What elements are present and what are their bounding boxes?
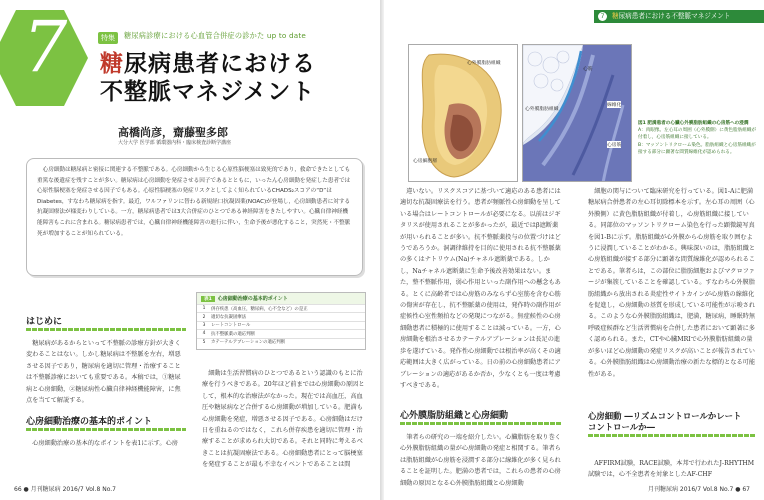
annotation-fibrosis: 線維化 (607, 103, 622, 108)
rhythm-text: AFFIRM試験，RACE試験，本邦で行われたJ-RHYTHM試験では，心不全患者を対象としたAF-CHF (588, 460, 755, 479)
running-head-text: 尿病患者における不整脈マネジメント (618, 12, 731, 20)
intro-text: 糖尿病があるからといって不整脈の診療方針が大きく変わることはない。しかし糖尿病は不整脈を左右，増悪させる因子であり，糖尿病を適切に管理・治療することは不整脈診療においても重要である。本稿では，①糖尿病と心房細動，②糖尿病性心臓自律神経機能障害，に焦点を当てて解説する。 (26, 340, 181, 405)
affiliation: 大分大学 医学部 循環器内科・臨床検査診断学講座 (118, 140, 232, 146)
title-line1: 尿病患者における (124, 50, 316, 77)
caption-a: A：肉眼像。左心耳の周囲（心外膜側）に黄色脂肪組織が付着し，心房筋組織に接している。 (638, 128, 756, 141)
table-1 (196, 292, 366, 350)
table-row-text: 併存疾患（高血圧，糖尿病，心不全など）の是正 (211, 306, 308, 312)
table-row-num: 1 (202, 306, 206, 312)
table-row-num: 3 (202, 322, 206, 328)
running-head (594, 10, 764, 23)
authors: 高橋尚彦，齋藤聖多郎 (118, 126, 228, 139)
annotation-myocardium: 心筋 (583, 67, 593, 72)
left-page (0, 0, 380, 500)
af-text: 心房細動治療の基本的なポイントを表1に示す。心房 (32, 440, 178, 447)
table-tag: 表1 (201, 296, 215, 302)
intro-heading: はじめに (26, 317, 63, 327)
epicardial-heading-rule (400, 422, 562, 425)
figure-caption (638, 120, 758, 156)
histology-drawing (523, 45, 632, 182)
annotation-myocardium-layer: 心房細胞層 (413, 159, 437, 164)
annotation-atrial-muscle: 心房筋 (607, 143, 622, 148)
table-row-text: カテーテルアブレーションの適応判断 (211, 340, 286, 346)
right-col2-text: 細胞の関与について臨床研究を行っている。図1-Aに肥満糖尿病合併患者の左心耳切除標本を示す。左心耳の周囲（心外膜側）に黄色脂肪組織が付着し，心房筋組織に接している。同部位のマッソントリクローム染色を行った顕微鏡写真を図1-Bに示す。脂肪組織が心外膜から心房筋を取り囲むように浸潤していることがわかる。興味深いのは，脂肪組織と心房筋組織が接する部分に顕著な間質線維化が認められることである。筆者らは，この部位に脂肪細胞およびマクロファージが集簇していることを確認している。すなわち心外膜脂肪組織から放出される炎症性サイトカインが心房筋の線維化を促進し，心房細動の基質を形成している可能性が示唆される。このような心外膜脂肪組織は，肥満，糖尿病，睡眠時無呼吸症候群など生活習慣病を合併した患者において顕著に多く認められる。また，CTや心臓MRIで心外膜脂肪組織の量が多いほど心房細動の発症リスクが高いことが報告されている。心外膜脂肪組織は心房細動治療の新たな標的となる可能性がある。 (588, 188, 756, 378)
title-first-char: 糖 (100, 50, 124, 77)
epicardial-heading: 心外膜脂肪組織と心房細動 (400, 411, 509, 421)
left-footer: 66 ● 月刊糖尿病 2016/7 Vol.8 No.7 (14, 486, 116, 493)
table-row (197, 312, 365, 320)
annotation-epicardial-fat-a: 心外膜脂肪組織 (467, 61, 501, 66)
chapter-number: 7 (22, 6, 68, 88)
annotation-epicardial-fat-b: 心外膜脂肪組織 (525, 107, 559, 112)
series-title: 糖尿病診療における心血管合併症の診かた up to date (124, 31, 306, 40)
table-header (197, 293, 365, 304)
title-line2: 不整脈マネジメント (100, 78, 316, 105)
figure-1 (408, 34, 632, 184)
table-row-text: レートコントロール (211, 323, 251, 329)
epicardial-text: 筆者らの研究の一端を紹介したい。心臓脂肪を取り巻く心外膜脂肪組織の量が心房細動の発症と相関する。筆者らは脂肪組織が心房筋を浸潤する部分に線維化が多く見られることを証明した。肥満の患者では，これらの患者の心房細動の原因となる心外膜脂肪組織と心房細動 (400, 434, 561, 487)
right-footer: 月刊糖尿病 2016/7 Vol.8 No.7 ● 67 (648, 486, 750, 493)
article-title (100, 50, 316, 106)
rhythm-heading: 心房細動 ―リズムコントロールかレートコントロールか― (588, 411, 742, 432)
af-heading-rule (26, 428, 186, 431)
table-row (197, 304, 365, 312)
gross-specimen-image (408, 44, 518, 182)
af-heading: 心房細動治療の基本的ポイント (26, 417, 153, 427)
running-head-number: 7 (598, 12, 607, 21)
table-row (197, 338, 365, 346)
table-title: 心房細動治療の基本的ポイント (217, 296, 288, 302)
table-row (197, 329, 365, 337)
intro-heading-rule (26, 328, 186, 331)
masson-trichrome-image (522, 44, 632, 182)
table-row-num: 5 (202, 339, 206, 345)
table-row (197, 321, 365, 329)
series-tag: 特集 (98, 32, 118, 44)
table-row-text: 抗不整脈薬の適応判断 (211, 331, 255, 337)
caption-title: 図1 肥満患者の心臓心外膜脂肪組織の心房筋への浸潤 (638, 121, 749, 126)
table-row-num: 2 (202, 314, 206, 320)
middle-text: 細動は生活習慣病のひとつであるという認識のもとに治療を行うべきである。20年ほど前までは心房細動の原因として，根本的な治療法がなかった。現在では高血圧，高血圧や糖尿病など合併する心房細動が増加している。肥満も心房細動を発症，増悪させる因子である。心房細動はだけ日を重ねるのではなく，これら併存疾患を適切に管理・治療することが求められ大切である。それと同時に考えるべきことは抗凝固療法である。心房細動患者にとって脳梗塞を発症することが最も不幸なイベントであることは間 (202, 370, 365, 469)
right-col1-text: 違いない。リスクスコアに基づいて適応のある患者には適切な抗凝固療法を行う。患者が頻脈性心房細動を呈している場合はレートコントロールが必要になる。以前はジギタリスが使用されることが多かったが，最近ではβ遮断薬が用いられることが多い。抗不整脈薬投与の位置づけはどうであろうか。洞調律維持を目的に使用される抗不整脈薬の多くはナトリウム(Na)チャネル遮断薬である。しかし，Naチャネル遮断薬に生命予後改善効果はない。また，整不整脈作用，弱心作用といった副作用への懸念もある。とくに高齢者では心房筋のみならず心室筋を含む心筋の傷害が存在し，抗不整脈薬の使用は，発作時の副作用が症候性心室性頻拍などの発現につながる。無症候性の心房細動患者に積極的に使用することは減っている。一方，心房細動を根治させるカテーテルアブレーションは長足の進歩を遂げている。発作性心房細動では根治率が高くその適応範囲は大きく広がっている。日の前の心房細動患者にアブレーションの適応があるか否か，少なくとも一度は考慮すべきである。 (400, 188, 561, 389)
table-row-text: 適切な抗凝固療法 (211, 315, 247, 321)
running-head-first-char: 糖 (612, 12, 619, 20)
table-row-num: 4 (202, 331, 206, 337)
abstract-box: 心房細動は糖尿病と密接に関連する不整脈である。心房細動から生じる心原性脳梗塞は致死的であり，救命できたとしても重篤な後遺症を残すことが多い。糖尿病は心房細動を発症させる因子であるとともに，いったん心房細動を発症した患者では心原性脳梗塞を発症させる因子でもある。心原性脳梗塞の発症リスクとしてよく知られているCHADS₂スコアの“D”はDiabetes，すなわち糖尿病を指す。最近，ワルファリンに替わる新規経口抗凝固薬(NOAC)が登場し，心房細動患者に対する抗凝固療法が様変わりしている。一方，糖尿病患者では3大合併症のひとつである神経障害をきたしやすい。心臓自律神経機能障害もこれに含まれる。糖尿病患者では，心臓自律神経機能障害の進行に伴い，生命予後が悪化すること，突然死・不整脈死が増加することが知られている。 (26, 158, 363, 276)
caption-b: B：マッソントリクローム染色。脂肪組織と心房筋組織が接する部分に顕著な間質線維化が認められる。 (638, 142, 756, 155)
rhythm-heading-rule (588, 434, 756, 437)
right-page (384, 0, 764, 500)
